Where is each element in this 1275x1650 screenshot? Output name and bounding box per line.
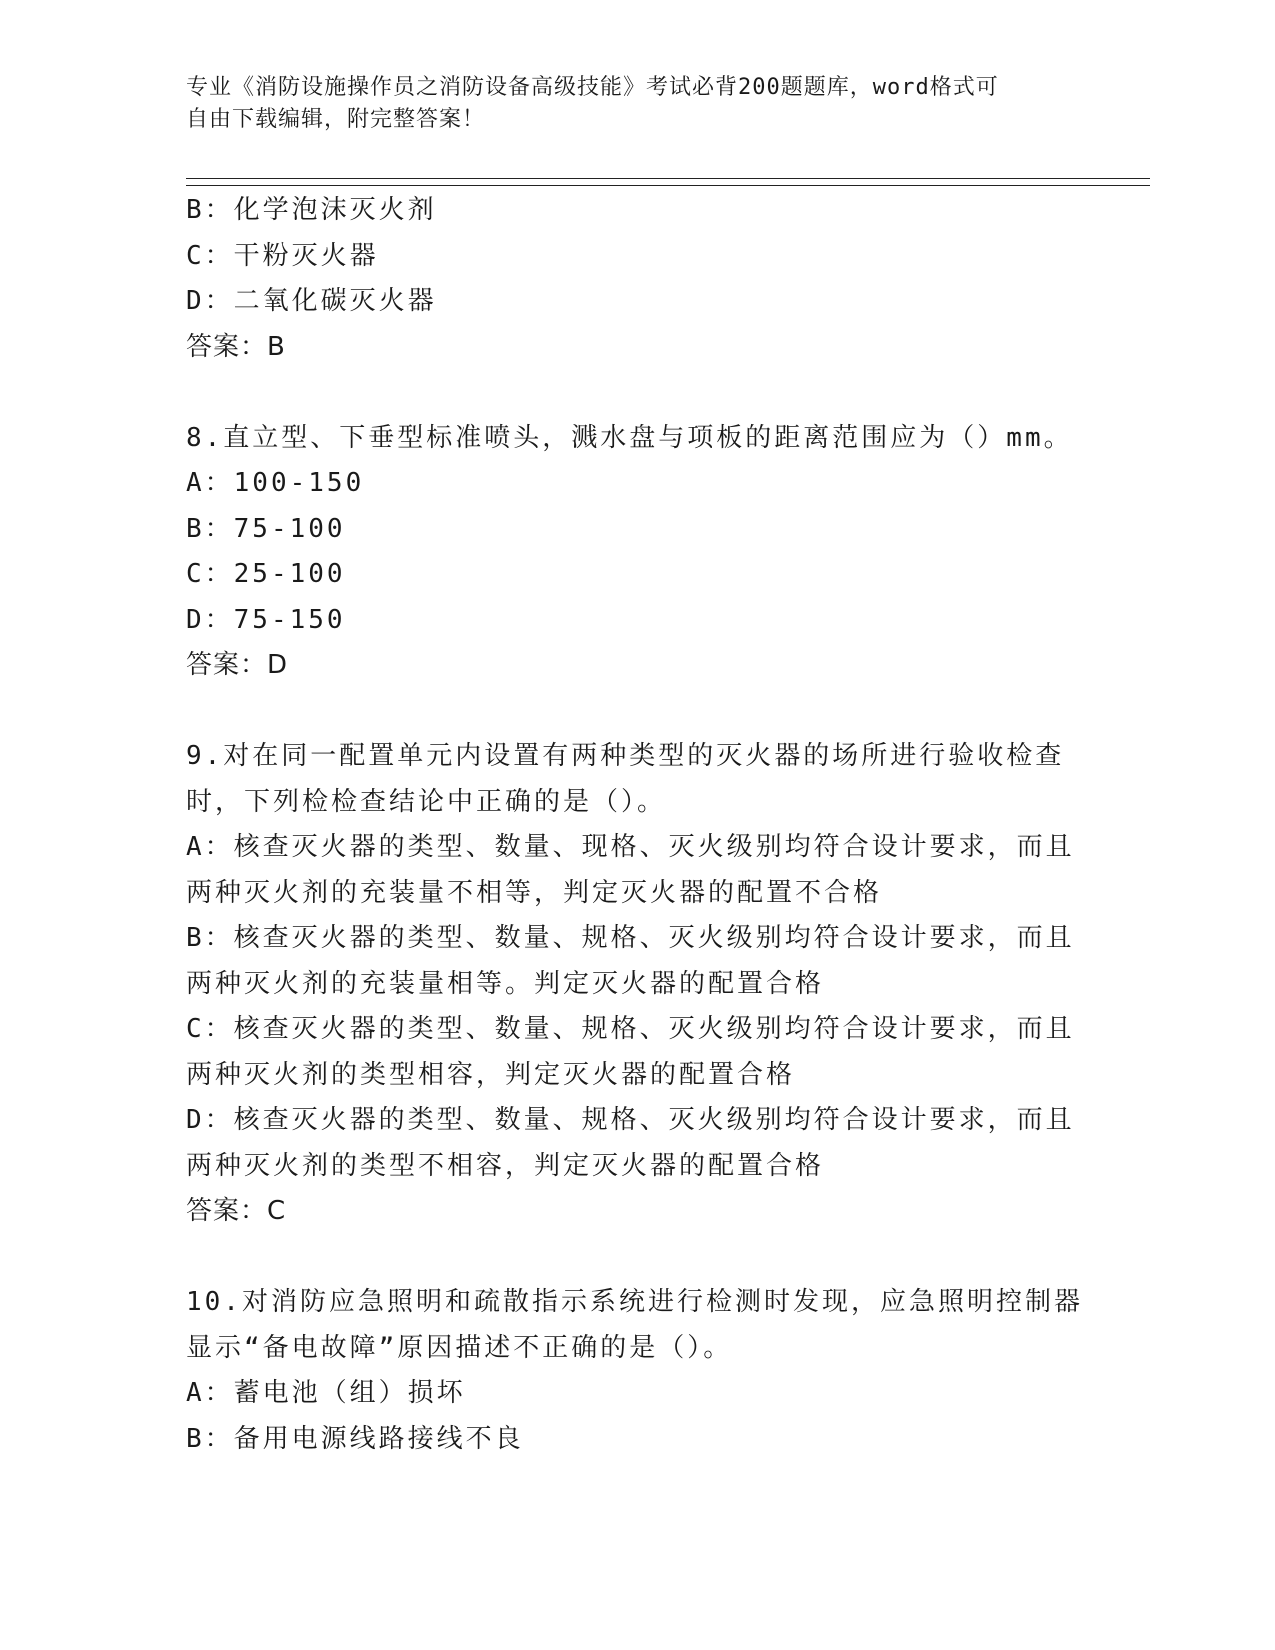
- header-line-2: 自由下载编辑，附完整答案！: [186, 107, 486, 132]
- option-a-line-2: 两种灭火剂的充装量不相等，判定灭火器的配置不合格: [186, 877, 883, 908]
- document-header: [186, 72, 1066, 136]
- option-c-line-1: C：核查灭火器的类型、数量、规格、灭火级别均符合设计要求，而且: [186, 1014, 1075, 1044]
- header-divider: [186, 178, 1150, 186]
- question-stem-line-1: 9.对在同一配置单元内设置有两种类型的灭火器的场所进行验收检查: [186, 741, 1065, 771]
- document-body: [186, 188, 1086, 1462]
- option-d-line-1: D：核查灭火器的类型、数量、规格、灭火级别均符合设计要求，而且: [186, 1105, 1075, 1135]
- option-b: B：化学泡沫灭火剂: [186, 195, 437, 225]
- option-b: B：备用电源线路接线不良: [186, 1423, 524, 1454]
- option-c: C：干粉灭火器: [186, 240, 379, 271]
- option-a: A：100-150: [186, 468, 365, 498]
- option-a: A：蓄电池（组）损坏: [186, 1378, 466, 1408]
- answer: 答案：D: [186, 650, 289, 680]
- option-a-line-1: A：核查灭火器的类型、数量、现格、灭火级别均符合设计要求，而且: [186, 832, 1075, 862]
- question-stem-line-2: 时，下列检检查结论中正确的是（）。: [186, 786, 667, 817]
- spacer: [186, 689, 1086, 735]
- spacer: [186, 370, 1086, 416]
- header-line-1: 专业《消防设施操作员之消防设备高级技能》考试必背200题题库，word格式可: [186, 75, 999, 100]
- option-b-line-1: B：核查灭火器的类型、数量、规格、灭火级别均符合设计要求，而且: [186, 923, 1075, 953]
- answer: 答案：B: [186, 331, 286, 362]
- question-7-continuation: [186, 188, 1086, 370]
- question-9: [186, 734, 1086, 1235]
- option-d: D：二氧化碳灭火器: [186, 286, 437, 316]
- option-b-line-2: 两种灭火剂的充装量相等。判定灭火器的配置合格: [186, 968, 825, 999]
- answer: 答案：C: [186, 1196, 287, 1226]
- option-d-line-2: 两种灭火剂的类型不相容，判定灭火器的配置合格: [186, 1150, 825, 1181]
- question-8: [186, 416, 1086, 689]
- question-10: [186, 1280, 1086, 1462]
- spacer: [186, 1235, 1086, 1281]
- option-d: D：75-150: [186, 604, 346, 635]
- question-stem-line-2: 显示“备电故障”原因描述不正确的是（）。: [186, 1332, 733, 1363]
- option-b: B：75-100: [186, 513, 346, 544]
- question-stem-line-1: 10.对消防应急照明和疏散指示系统进行检测时发现，应急照明控制器: [186, 1287, 1083, 1317]
- option-c-line-2: 两种灭火剂的类型相容，判定灭火器的配置合格: [186, 1059, 796, 1090]
- question-stem: 8.直立型、下垂型标准喷头，溅水盘与项板的距离范围应为（）mm。: [186, 422, 1073, 453]
- option-c: C：25-100: [186, 559, 346, 589]
